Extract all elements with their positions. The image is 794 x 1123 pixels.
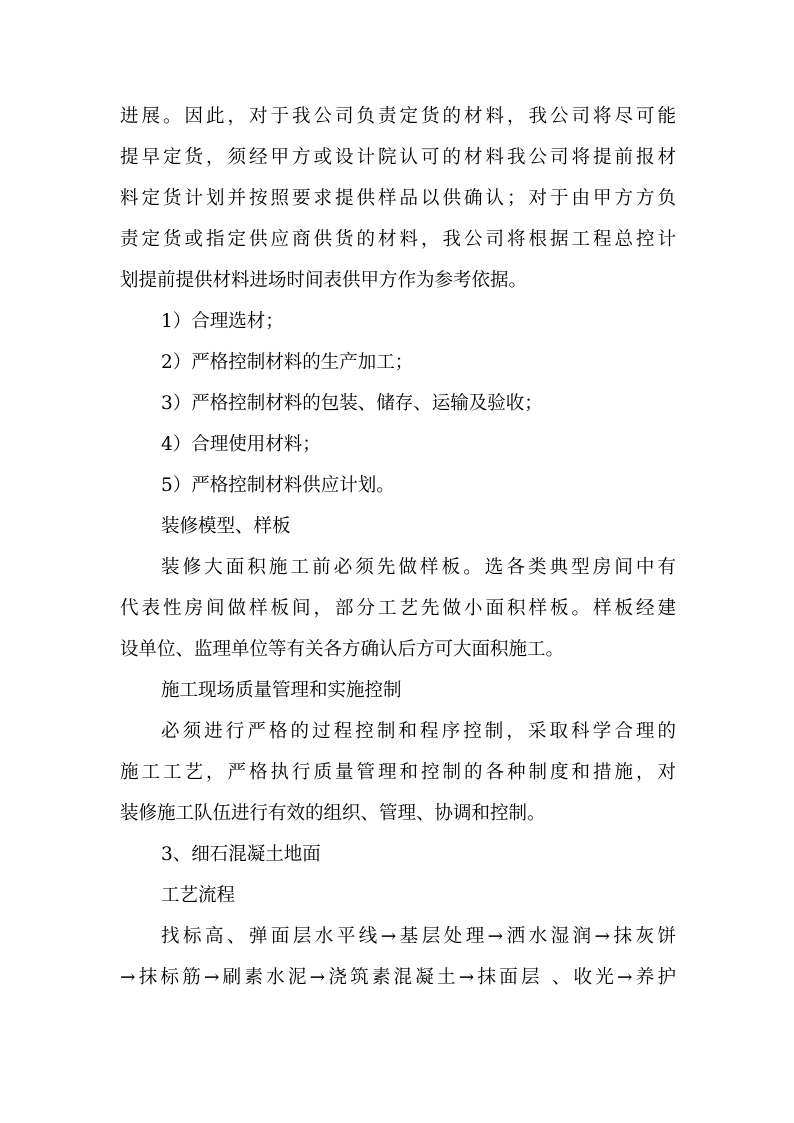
text-line: 提早定货，须经甲方或设计院认可的材料我公司将提前报材: [120, 147, 676, 168]
document-body: [120, 96, 676, 998]
text-line: 施工工艺，严格执行质量管理和控制的各种制度和措施，对: [120, 762, 676, 783]
text-line: 必须进行严格的过程控制和程序控制，采取科学合理的: [161, 721, 676, 742]
text-line: 责定货或指定供应商供货的材料，我公司将根据工程总控计: [120, 229, 676, 250]
text-line: 装修施工队伍进行有效的组织、管理、协调和控制。: [120, 803, 546, 824]
text-line: 划提前提供材料进场时间表供甲方作为参考依据。: [120, 270, 528, 291]
section-heading-concrete-floor: 3、细石混凝土地面: [161, 844, 321, 865]
paragraph-process-flow: [120, 916, 676, 998]
list-item-3: 3）严格控制材料的包装、储存、运输及验收；: [161, 393, 543, 414]
subheading-process-flow: 工艺流程: [161, 885, 236, 906]
list-item-5: 5）严格控制材料供应计划。: [161, 475, 395, 496]
text-line: 设单位、监理单位等有关各方确认后方可大面积施工。: [120, 639, 565, 660]
paragraph-material-ordering: [120, 96, 676, 301]
text-line: 找标高、弹面层水平线→基层处理→洒水湿润→抹灰饼: [161, 926, 676, 947]
text-line: 料定货计划并按照要求提供样品以供确认；对于由甲方方负: [120, 188, 676, 209]
paragraph-samples: [120, 547, 676, 670]
list-item-2: 2）严格控制材料的生产加工；: [161, 352, 414, 373]
list-item-1: 1）合理选材；: [161, 311, 284, 332]
section-heading-quality-control: 施工现场质量管理和实施控制: [161, 680, 402, 701]
text-line: →抹标筋→刷素水泥→浇筑素混凝土→抹面层 、收光→养护: [120, 967, 676, 988]
text-line: 装修大面积施工前必须先做样板。选各类典型房间中有: [161, 557, 676, 578]
paragraph-quality-control: [120, 711, 676, 834]
list-item-4: 4）合理使用材料；: [161, 434, 321, 455]
text-line: 进展。因此，对于我公司负责定货的材料，我公司将尽可能: [120, 106, 676, 127]
text-line: 代表性房间做样板间，部分工艺先做小面积样板。样板经建: [120, 598, 676, 619]
section-heading-samples: 装修模型、样板: [161, 516, 291, 537]
